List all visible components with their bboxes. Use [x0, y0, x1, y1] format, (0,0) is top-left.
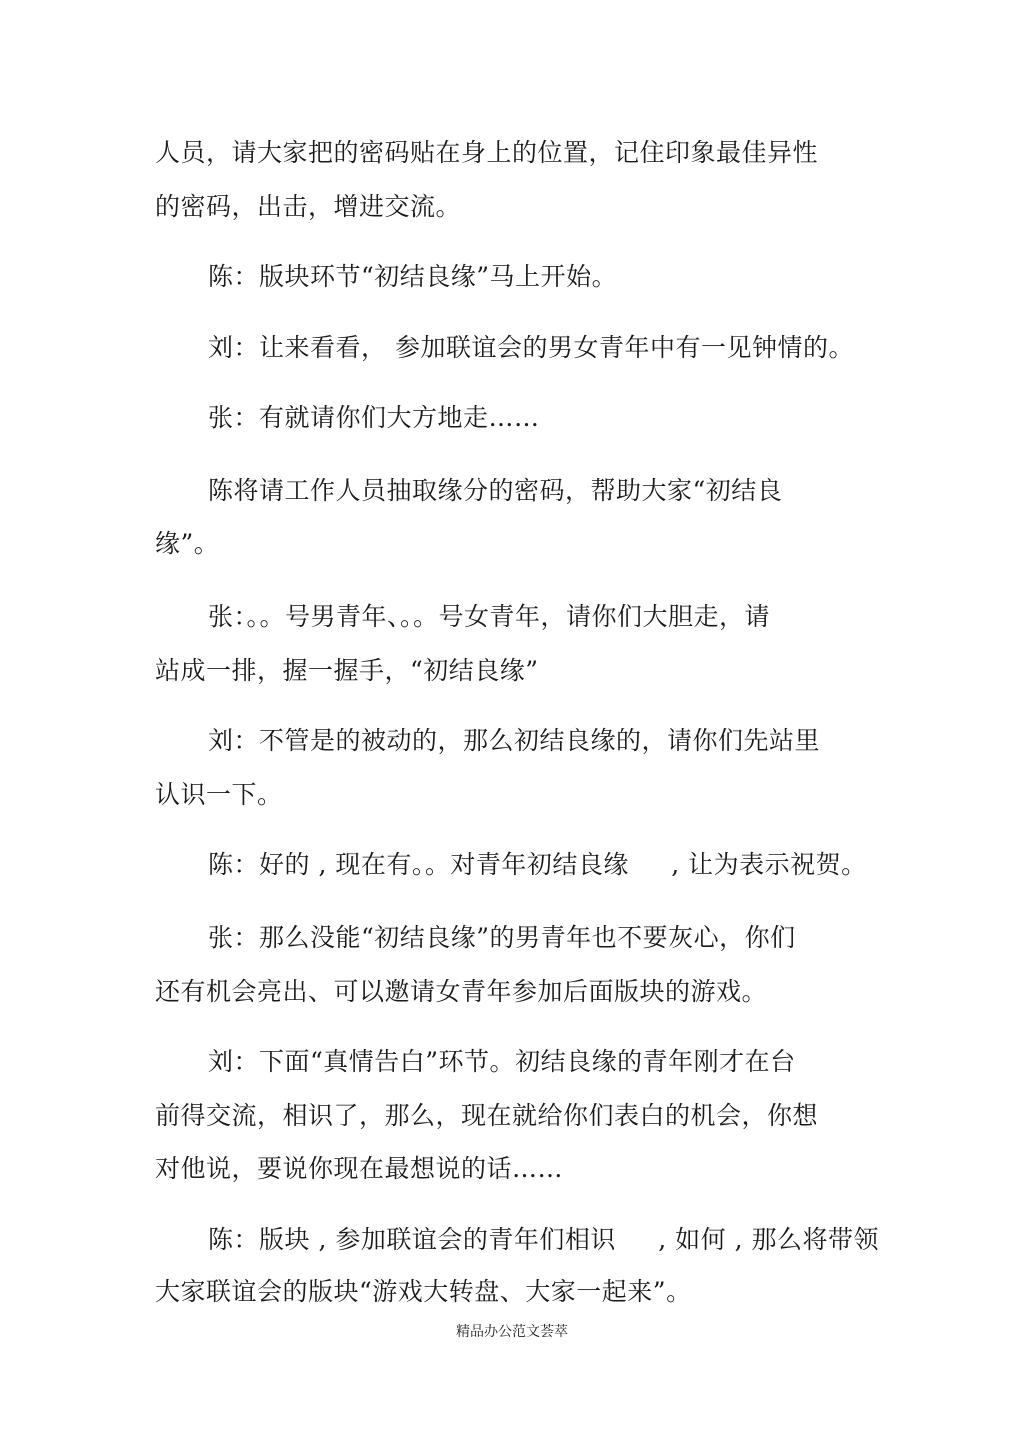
dialogue-line-zhang-3b: 还有机会亮出、可以邀请女青年参加后面版块的游戏。: [155, 977, 768, 1006]
dialogue-line-zhang-2a: 张：。。号男青年、。。号女青年，请你们大胆走，请: [208, 602, 771, 631]
paragraph-line-1: 人员，请大家把的密码贴在身上的位置，记住印象最佳异性: [155, 138, 819, 167]
dialogue-line-liu-3c: 对他说，要说你现在最想说的话……: [155, 1154, 564, 1183]
dialogue-line-zhang-1: 张：有就请你们大方地走……: [208, 403, 540, 432]
page-footer: 精品办公范文荟萃: [456, 1324, 568, 1340]
narration-line-2: 缘”。: [155, 529, 220, 558]
dialogue-line-liu-2a: 刘：不管是的被动的，那么初结良缘的，请你们先站里: [208, 726, 821, 755]
narration-line-1: 陈将请工作人员抽取缘分的密码，帮助大家“初结良: [208, 476, 783, 505]
dialogue-line-chen-2: 陈：好的 , 现在有。。对青年初结良缘 , 让为表示祝贺。: [208, 850, 867, 879]
paragraph-line-2: 的密码，出击，增进交流。: [155, 192, 462, 221]
dialogue-line-chen-3a: 陈：版块 , 参加联谊会的青年们相识 , 如何 , 那么将带领: [208, 1225, 879, 1254]
dialogue-line-chen-3b: 大家联谊会的版块“游戏大转盘、大家一起来”。: [155, 1277, 692, 1306]
dialogue-line-liu-2b: 认识一下。: [155, 780, 283, 809]
dialogue-line-liu-3b: 前得交流，相识了，那么，现在就给你们表白的机会，你想: [155, 1101, 819, 1130]
dialogue-line-zhang-3a: 张：那么没能“初结良缘”的男青年也不要灰心，你们: [208, 923, 796, 952]
dialogue-line-zhang-2b: 站成一排，握一握手，“初结良缘”: [155, 656, 539, 685]
dialogue-line-liu-3a: 刘：下面“真情告白”环节。初结良缘的青年刚才在台: [208, 1047, 796, 1076]
dialogue-line-liu-1: 刘：让来看看， 参加联谊会的男女青年中有一见钟情的。: [208, 333, 854, 362]
dialogue-line-chen-1: 陈：版块环节“初结良缘”马上开始。: [208, 262, 618, 291]
